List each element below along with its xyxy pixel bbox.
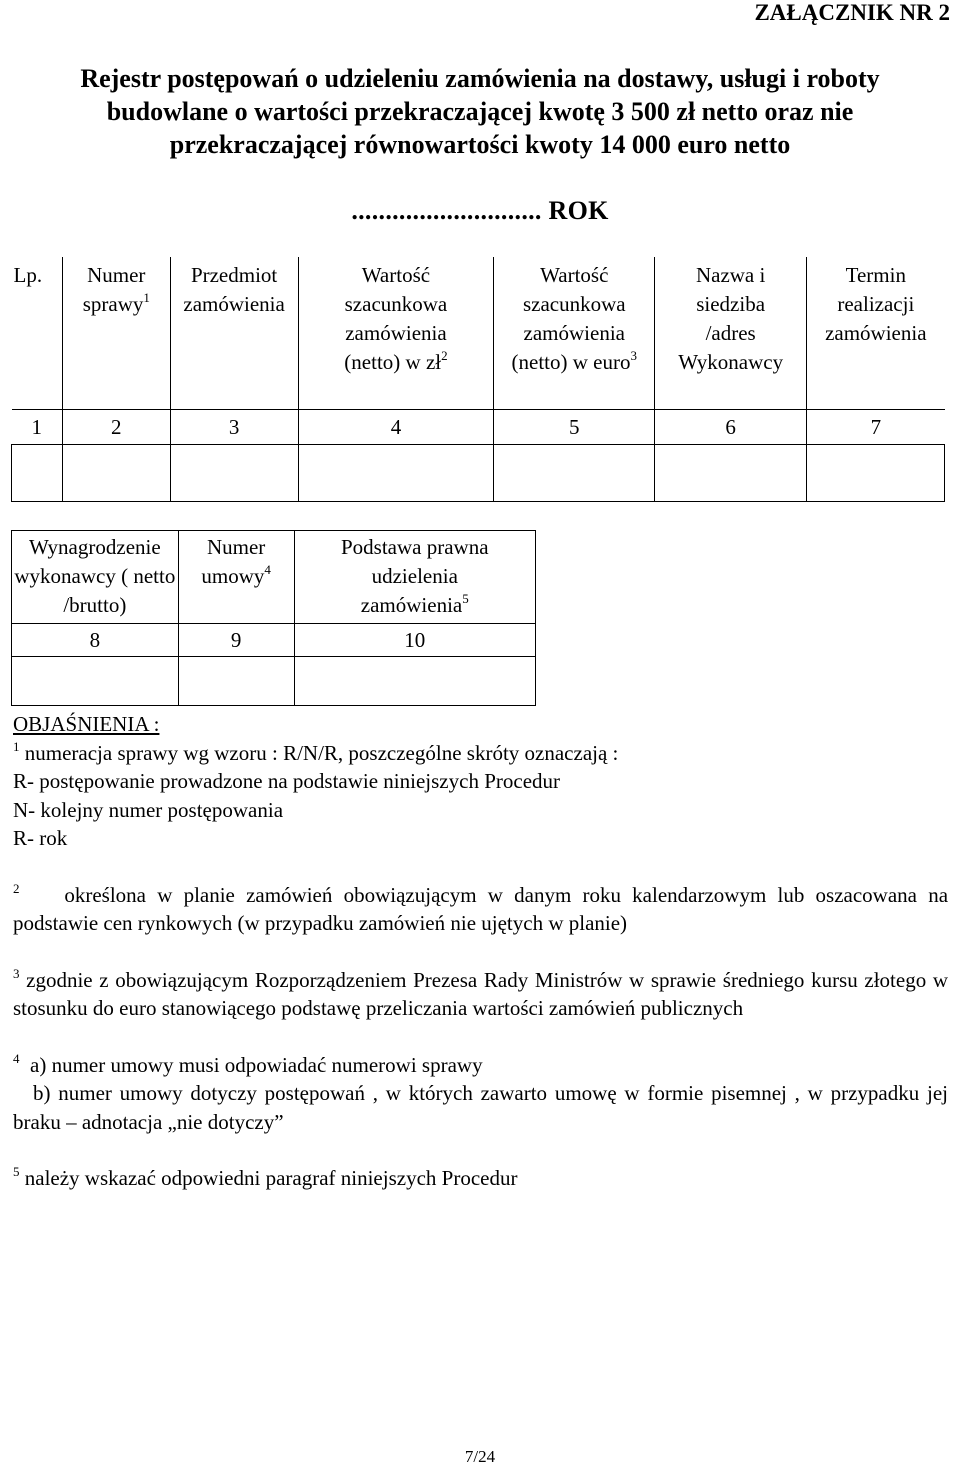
entry-cell[interactable]: [62, 445, 170, 502]
entry-cell[interactable]: [12, 657, 179, 706]
header-legal-basis: Podstawa prawna udzielenia zamówienia$^5$: [294, 531, 535, 624]
col-number: 3: [170, 410, 298, 445]
document-title: [0, 62, 960, 161]
explanations-heading: OBJAŚNIENIA :: [13, 712, 160, 736]
register-header-row: [12, 257, 945, 410]
col-number: 5: [494, 410, 655, 445]
page-number: 7/24: [464, 1447, 496, 1466]
title-line: przekraczającej równowartości kwoty 14 000 euro netto: [169, 130, 791, 159]
col-number: 7: [807, 410, 945, 445]
entry-cell[interactable]: [655, 445, 807, 502]
header-deadline: Termin realizacji zamówienia: [807, 257, 945, 410]
col-number: 8: [12, 624, 179, 657]
header-lp: Lp.: [12, 257, 63, 410]
year-line: ............................ ROK: [351, 196, 609, 225]
header-value-pln: Wartość szacunkowa zamówienia (netto) w $zł^2$: [298, 257, 494, 410]
contract-table: [11, 530, 536, 706]
title-line: Rejestr postępowań o udzieleniu zamówienia na dostawy, usługi i roboty: [80, 64, 880, 93]
header-contractor: Nazwa i siedziba /adres Wykonawcy: [655, 257, 807, 410]
header-remuneration: Wynagrodzenie wykonawcy ( netto /brutto): [12, 531, 179, 624]
register-entry-row: [12, 445, 945, 502]
col-number: 4: [298, 410, 494, 445]
col-number: 9: [178, 624, 294, 657]
contract-header-row: [12, 531, 536, 624]
entry-cell[interactable]: [298, 445, 494, 502]
entry-cell[interactable]: [178, 657, 294, 706]
header-value-eur: Wartość szacunkowa zamówienia (netto) w euro$^3$: [494, 257, 655, 410]
entry-cell[interactable]: [807, 445, 945, 502]
col-number: 10: [294, 624, 535, 657]
note-1-item: R- postępowanie prowadzone na podstawie niniejszych Procedur: [13, 769, 561, 793]
annex-label: ZAŁĄCZNIK NR 2: [754, 0, 950, 25]
register-number-row: [12, 410, 945, 445]
col-number: 6: [655, 410, 807, 445]
note-3: $^3$ zgodnie z obowiązującym Rozporządzeniem Prezesa Rady Ministrów w sprawie średniego kursu złotego w stosunku do euro stanowiącego podstawę przeliczania wartości zamówień publicznych: [13, 965, 949, 1020]
entry-cell[interactable]: [494, 445, 655, 502]
header-subject: Przedmiot zamówienia: [170, 257, 298, 410]
col-number: 1: [12, 410, 63, 445]
note-2: $^2$ określona w planie zamówień obowiązującym w danym roku kalendarzowym lub oszacowana na podstawie cen rynkowych (w przypadku zamówień nie ujętych w planie): [13, 880, 949, 935]
note-4-a: $^4$ a) numer umowy musi odpowiadać numerowi sprawy: [13, 1050, 483, 1077]
col-number: 2: [62, 410, 170, 445]
note-5: $^5$ należy wskazać odpowiedni paragraf niniejszych Procedur: [13, 1164, 518, 1190]
entry-cell[interactable]: [294, 657, 535, 706]
contract-entry-row: [12, 657, 536, 706]
entry-cell[interactable]: [170, 445, 298, 502]
title-line: budowlane o wartości przekraczającej kwotę 3 500 zł netto oraz nie: [106, 97, 854, 126]
note-1: $^1$ numeracja sprawy wg wzoru : R/N/R, poszczególne skróty oznaczają :: [13, 738, 619, 765]
header-case-number: Numer sprawy$^1$: [62, 257, 170, 410]
register-table: [11, 257, 945, 502]
header-contract-number: Numer umowy$^4$: [178, 531, 294, 624]
note-1-item: R- rok: [13, 826, 68, 850]
entry-cell[interactable]: [12, 445, 63, 502]
note-4-b: b) numer umowy dotyczy postępowań , w których zawarto umowę w formie pisemnej , w przypadku jej braku – adnotacja „nie dotyczy”: [13, 1081, 948, 1134]
note-1-item: N- kolejny numer postępowania: [13, 797, 284, 822]
explanations: [13, 710, 948, 1193]
contract-number-row: [12, 624, 536, 657]
